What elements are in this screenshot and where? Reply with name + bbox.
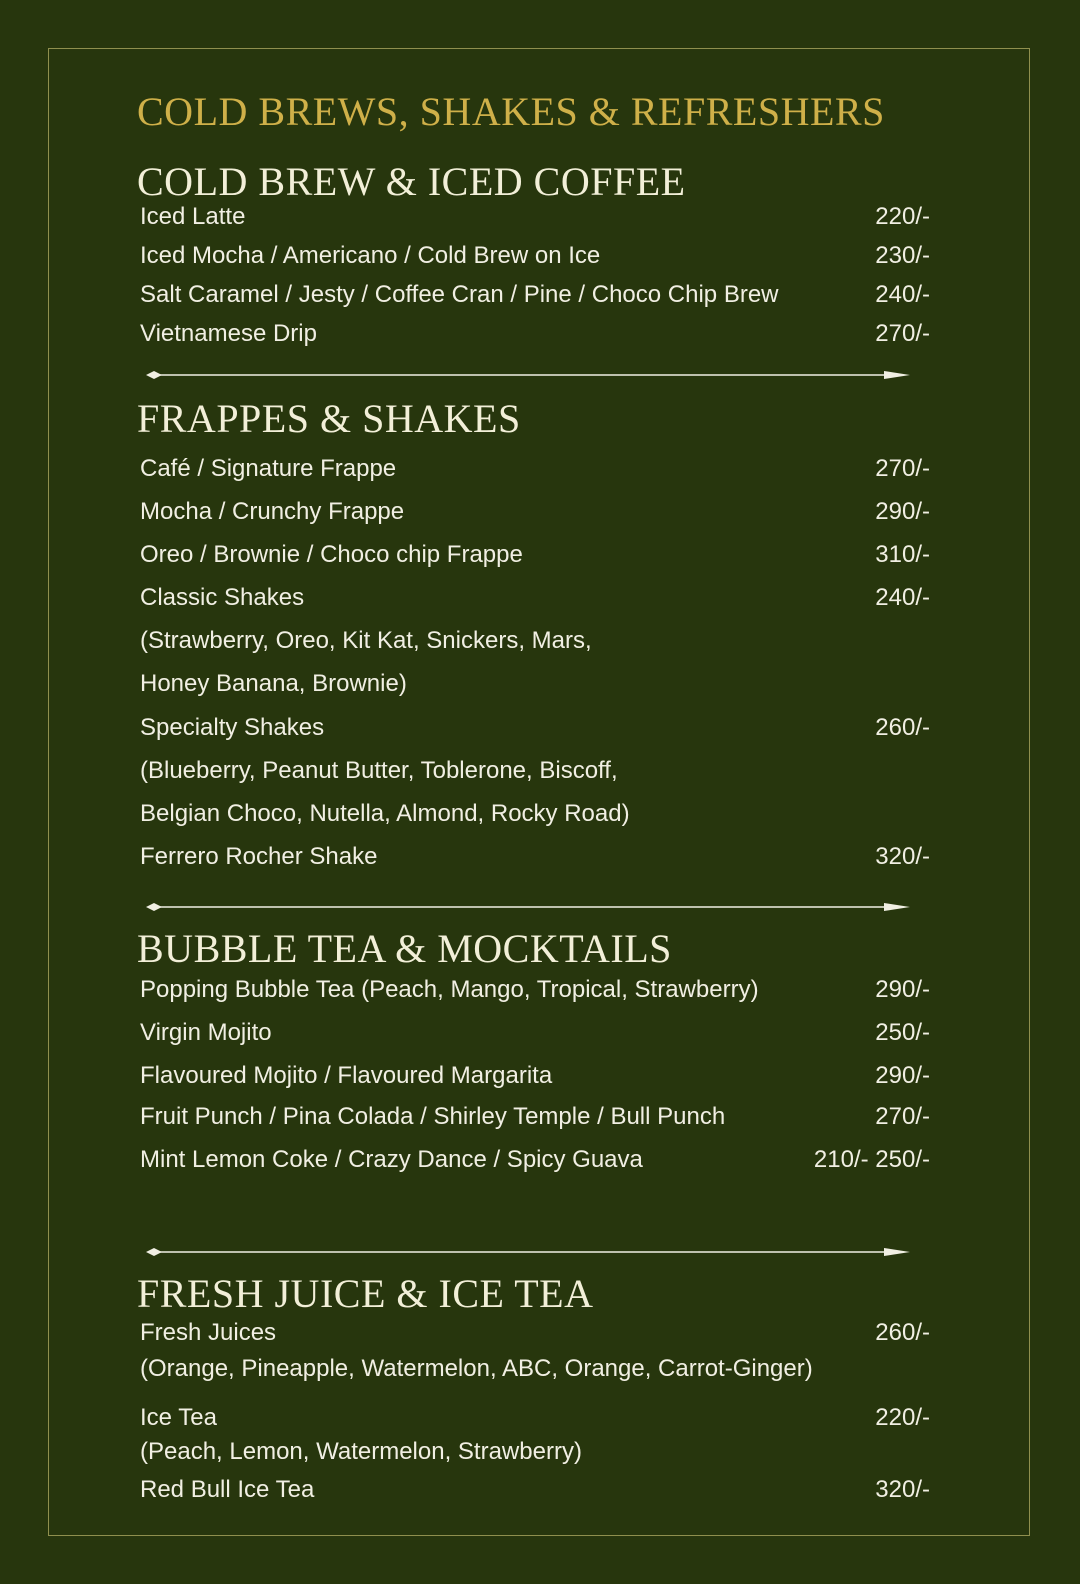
item-name: Classic Shakes <box>140 584 305 611</box>
menu-title: COLD BREWS, SHAKES & REFRESHERS <box>137 89 885 134</box>
menu-item <box>140 455 940 489</box>
menu-item <box>140 843 940 877</box>
item-price: 320/- <box>875 843 930 870</box>
item-name: Oreo / Brownie / Choco chip Frappe <box>140 541 523 568</box>
item-name: Popping Bubble Tea (Peach, Mango, Tropical, Strawberry) <box>140 976 759 1003</box>
menu-item-description <box>140 1355 940 1389</box>
item-price: 240/- <box>875 584 930 611</box>
item-name: (Blueberry, Peanut Butter, Toblerone, Biscoff, <box>140 757 618 784</box>
item-name: (Peach, Lemon, Watermelon, Strawberry) <box>140 1438 582 1465</box>
section-heading-frappes: FRAPPES & SHAKES <box>137 396 521 441</box>
menu-item <box>140 498 940 532</box>
arrow-divider-icon <box>140 366 920 384</box>
item-name: Iced Mocha / Americano / Cold Brew on Ice <box>140 242 601 269</box>
item-name: Ferrero Rocher Shake <box>140 843 378 870</box>
item-name: Ice Tea <box>140 1404 217 1431</box>
item-name: Red Bull Ice Tea <box>140 1476 315 1503</box>
menu-item <box>140 1476 940 1510</box>
item-price: 250/- <box>875 1019 930 1046</box>
item-price: 290/- <box>875 498 930 525</box>
item-price: 210/- 250/- <box>813 1146 930 1173</box>
menu-item <box>140 714 940 748</box>
item-price: 270/- <box>875 320 930 347</box>
item-price: 220/- <box>875 1404 930 1431</box>
menu-item <box>140 203 940 237</box>
item-price: 260/- <box>875 1319 930 1346</box>
menu-item-description <box>140 800 940 834</box>
section-heading-cold-brew: COLD BREW & ICED COFFEE <box>137 159 686 204</box>
item-price: 240/- <box>875 281 930 308</box>
item-name: Iced Latte <box>140 203 246 230</box>
item-price: 320/- <box>875 1476 930 1503</box>
item-name: Flavoured Mojito / Flavoured Margarita <box>140 1062 553 1089</box>
item-name: Mocha / Crunchy Frappe <box>140 498 405 525</box>
item-name: (Strawberry, Oreo, Kit Kat, Snickers, Mars, <box>140 627 592 654</box>
menu-item <box>140 281 940 315</box>
menu-item-description <box>140 627 940 661</box>
item-price: 270/- <box>875 455 930 482</box>
section-heading-bubble-tea: BUBBLE TEA & MOCKTAILS <box>137 926 672 971</box>
menu-item <box>140 1404 940 1438</box>
arrow-divider-icon <box>140 1243 920 1261</box>
item-name: Mint Lemon Coke / Crazy Dance / Spicy Guava <box>140 1146 643 1173</box>
menu-item-description <box>140 1438 940 1472</box>
menu-item <box>140 541 940 575</box>
menu-item <box>140 320 940 354</box>
item-name: (Orange, Pineapple, Watermelon, ABC, Orange, Carrot-Ginger) <box>140 1355 813 1382</box>
item-price: 220/- <box>875 203 930 230</box>
menu-item-description <box>140 757 940 791</box>
menu-item <box>140 1062 940 1096</box>
arrow-divider-icon <box>140 898 920 916</box>
item-price: 290/- <box>875 1062 930 1089</box>
section-heading-fresh-juice: FRESH JUICE & ICE TEA <box>137 1271 594 1316</box>
menu-item <box>140 1319 940 1353</box>
item-price: 230/- <box>875 242 930 269</box>
item-name: Fresh Juices <box>140 1319 277 1346</box>
menu-item <box>140 976 940 1010</box>
item-name: Salt Caramel / Jesty / Coffee Cran / Pine / Choco Chip Brew <box>140 281 779 308</box>
item-name: Belgian Choco, Nutella, Almond, Rocky Road) <box>140 800 630 827</box>
item-price: 260/- <box>875 714 930 741</box>
item-name: Specialty Shakes <box>140 714 325 741</box>
menu-item <box>140 242 940 276</box>
item-price: 270/- <box>875 1103 930 1130</box>
item-name: Café / Signature Frappe <box>140 455 397 482</box>
item-name: Honey Banana, Brownie) <box>140 670 407 697</box>
menu-item <box>140 584 940 618</box>
item-name: Fruit Punch / Pina Colada / Shirley Temple / Bull Punch <box>140 1103 726 1130</box>
menu-item <box>140 1103 940 1137</box>
menu-item <box>140 1019 940 1053</box>
item-price: 310/- <box>875 541 930 568</box>
item-price: 290/- <box>875 976 930 1003</box>
menu-item <box>140 1146 940 1180</box>
item-name: Vietnamese Drip <box>140 320 317 347</box>
menu-item-description <box>140 670 940 704</box>
item-name: Virgin Mojito <box>140 1019 272 1046</box>
